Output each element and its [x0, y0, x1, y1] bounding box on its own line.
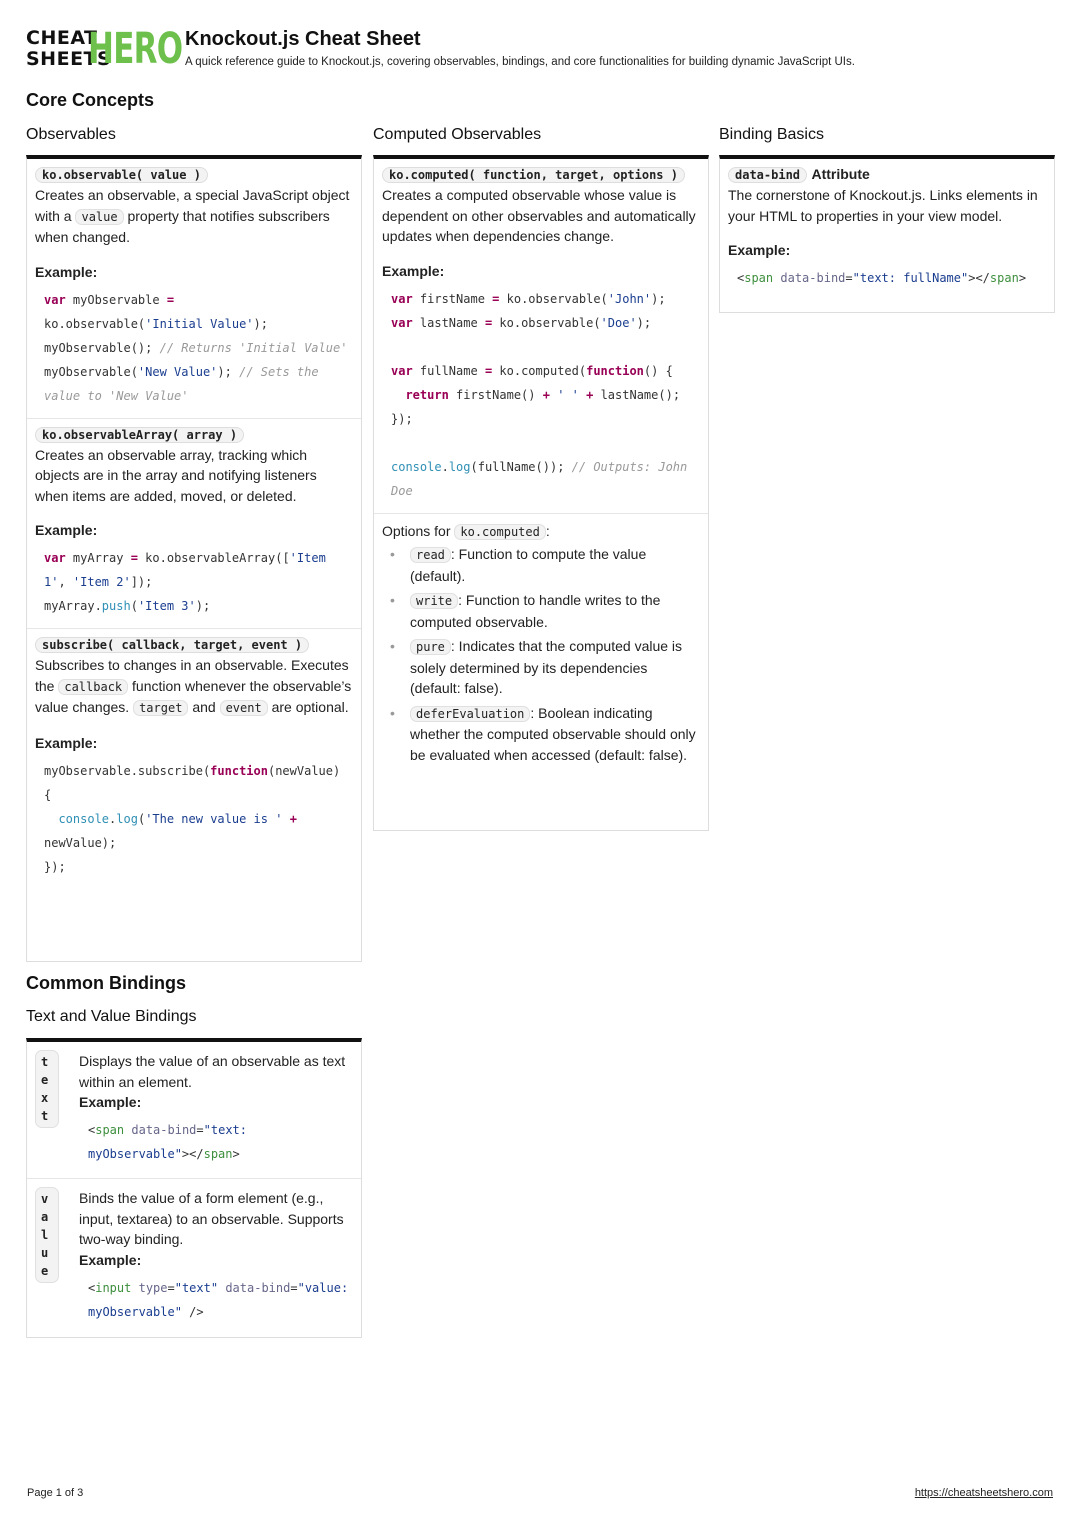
observable-signature: ko.observable( value ) [35, 167, 208, 183]
example-label: Example: [79, 1094, 142, 1110]
data-bind-signature: data-bind [728, 167, 807, 183]
computed-signature: ko.computed( function, target, options ) [382, 167, 685, 183]
logo-hero: HERO [88, 24, 183, 74]
text-value-card [26, 1038, 362, 1338]
options-list [382, 544, 700, 765]
binding-description: Binds the value of a form element (e.g., input, textarea) to an observable. Supports two-way binding. [79, 1190, 344, 1247]
observable-array-signature: ko.observableArray( array ) [35, 427, 244, 443]
data-bind-description: The cornerstone of Knockout.js. Links elements in your HTML to properties in your view model. [728, 187, 1038, 224]
value-binding-example-code: <input type="text" data-bind="value: myObservable" /> [88, 1280, 356, 1319]
text-binding-example-code: <span data-bind="text: myObservable"></span> [88, 1123, 255, 1161]
computed-example-code: var firstName = ko.observable('John'); var lastName = ko.observable('Doe'); var fullName = ko.computed(function() { return firstName() + ' ' + lastName(); }); console.log(fullName()); // Outputs: John Doe [391, 291, 695, 498]
observable-array-example-code: var myArray = ko.observableArray(['Item 1', 'Item 2']); myArray.push('Item 3'); [44, 551, 334, 613]
binding-row-value [27, 1179, 361, 1336]
subscribe-description: Subscribes to changes in an observable. Executes the callback function whenever the observable’s value changes. target and event are optional. [35, 657, 352, 715]
computed-description: Creates a computed observable whose value is dependent on other observables and automatically updates when dependencies change. [382, 187, 696, 244]
example-label: Example: [35, 522, 98, 538]
binding-key: text [35, 1050, 59, 1128]
subscribe-signature: subscribe( callback, target, event ) [35, 637, 309, 653]
observable-array-block [27, 419, 361, 630]
computed-options-block [374, 514, 708, 780]
data-bind-example-code: <span data-bind="text: fullName"></span> [737, 271, 1027, 285]
subscribe-example-code: myObservable.subscribe(function(newValue) { console.log('The new value is ' + newValue); }); [44, 763, 341, 874]
example-label: Example: [728, 242, 791, 258]
page-title: Knockout.js Cheat Sheet [185, 28, 421, 50]
options-heading: Options for ko.computed : [382, 522, 550, 539]
computed-block [374, 159, 708, 514]
site-link[interactable]: https://cheatsheetshero.com [914, 1487, 1053, 1499]
observable-description: Creates an observable, a special JavaScript object with a value property that notifies subscribers when changed. [35, 187, 350, 245]
section-core-concepts: Core Concepts [26, 90, 155, 110]
data-bind-block [720, 159, 1054, 300]
binding-key: value [35, 1187, 59, 1283]
cheatsheetshero-logo[interactable] [26, 24, 183, 74]
data-bind-suffix: Attribute [811, 166, 870, 182]
observables-heading: Observables [26, 126, 116, 143]
page-number: Page 1 of 3 [27, 1487, 84, 1499]
logo-wordmark: CHEAT SHEETS [26, 27, 112, 70]
example-label: Example: [382, 262, 445, 279]
observable-block [27, 159, 361, 419]
section-common-bindings: Common Bindings [26, 973, 186, 993]
text-value-heading: Text and Value Bindings [26, 1008, 197, 1025]
example-label: Example: [35, 263, 98, 280]
option-defer-evaluation: • deferEvaluation : Boolean indicating whether the computed observable should only be evaluated when accessed (default: false). [410, 703, 700, 766]
observable-example-code: var myObservable = ko.observable('Initial Value'); myObservable(); // Returns 'Initial Value' myObservable('New Value'); // Sets the value to 'New Value' [44, 292, 348, 403]
binding-description: Displays the value of an observable as text within an element. [79, 1053, 346, 1090]
option-write: • write : Function to handle writes to the computed observable. [410, 590, 700, 632]
page-subtitle: A quick reference guide to Knockout.js, covering observables, bindings, and core functionalities for building dynamic JavaScript UIs. [185, 56, 855, 68]
binding-basics-card [719, 155, 1055, 313]
page-header [26, 26, 1056, 76]
computed-card [373, 155, 709, 831]
example-label: Example: [79, 1251, 142, 1268]
computed-heading: Computed Observables [373, 126, 542, 143]
observables-card [26, 155, 362, 962]
option-read: • read : Function to compute the value (default). [410, 544, 700, 586]
observable-array-description: Creates an observable array, tracking which objects are in the array and notifying listeners when items are added, moved, or deleted. [35, 446, 317, 504]
binding-row-text [27, 1042, 361, 1179]
option-pure: • pure : Indicates that the computed value is solely determined by its dependencies (default: false). [410, 636, 700, 699]
subscribe-block [27, 629, 361, 889]
binding-basics-heading: Binding Basics [719, 126, 824, 143]
example-label: Example: [35, 734, 98, 751]
